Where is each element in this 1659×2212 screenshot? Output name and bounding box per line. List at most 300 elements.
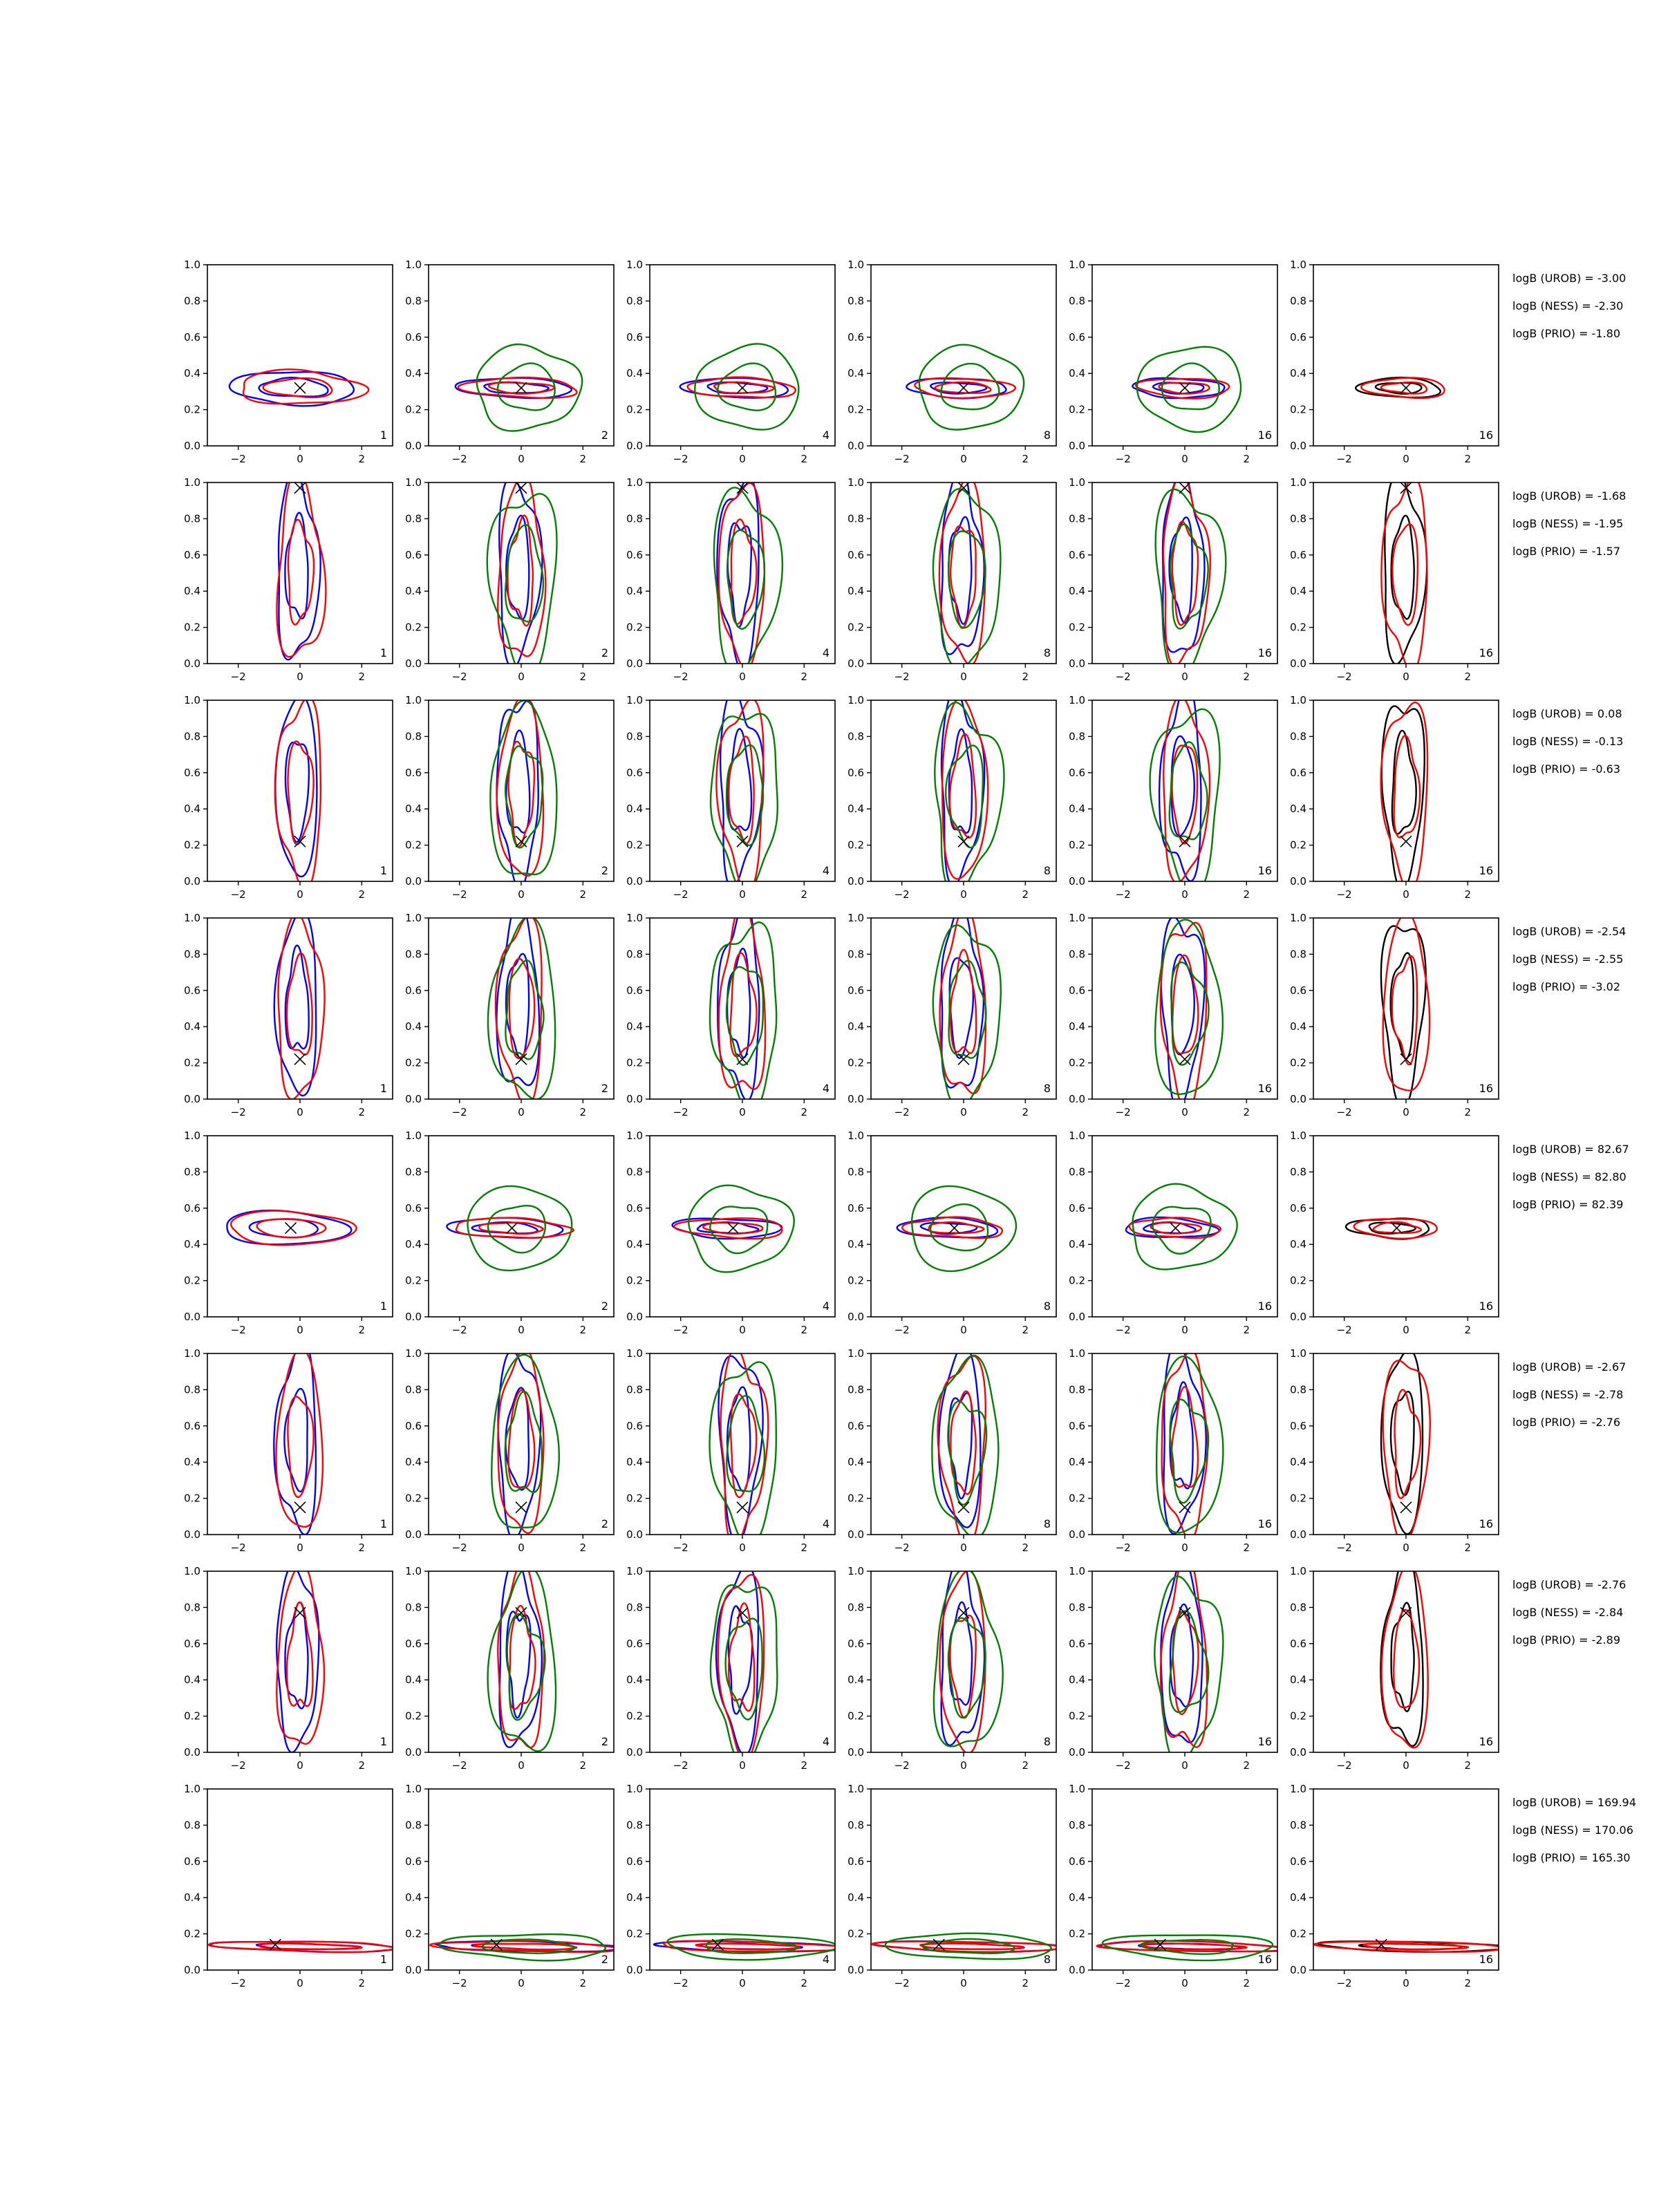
truth-marker xyxy=(958,1607,969,1618)
y-tick-label: 0.6 xyxy=(847,330,864,344)
panel-r7-c2 xyxy=(405,1559,614,1772)
x-tick-label: −2 xyxy=(894,1977,910,1989)
y-tick-label: 0.2 xyxy=(1290,403,1306,416)
x-tick-label: 2 xyxy=(1022,453,1029,465)
y-tick-label: 0.2 xyxy=(1290,1056,1306,1069)
x-tick-label: 2 xyxy=(1243,1977,1250,1989)
panel-r8-c4 xyxy=(847,1783,1064,1989)
y-tick-label: 1.0 xyxy=(847,1347,864,1360)
y-tick-label: 0.0 xyxy=(405,1746,422,1759)
y-tick-label: 0.0 xyxy=(847,1311,864,1323)
y-tick-label: 0.2 xyxy=(626,403,643,416)
x-tick-label: −2 xyxy=(230,888,246,901)
panel-r7-c5 xyxy=(1069,1555,1277,1772)
contour-green-level-1 xyxy=(695,344,798,429)
y-tick-label: 0.2 xyxy=(626,1927,643,1940)
x-tick-label: −2 xyxy=(230,1977,246,1989)
axes-frame xyxy=(1092,918,1277,1099)
contour-green-level-1 xyxy=(1154,1576,1223,1763)
panel-r8-c1 xyxy=(184,1783,397,1989)
y-tick-label: 1.0 xyxy=(626,259,643,271)
axes-frame xyxy=(1313,700,1499,881)
y-tick-label: 0.8 xyxy=(847,948,864,961)
axes-frame xyxy=(1313,1136,1499,1317)
y-tick-label: 0.8 xyxy=(184,730,200,743)
y-tick-label: 0.2 xyxy=(847,838,864,852)
contour-red-level-2 xyxy=(509,959,534,1058)
x-tick-label: −2 xyxy=(673,1106,688,1118)
logb-annotations-row-5 xyxy=(1512,1143,1629,1211)
y-tick-label: 1.0 xyxy=(405,1347,422,1360)
x-tick-label: 0 xyxy=(1403,1541,1409,1554)
x-tick-label: −2 xyxy=(673,888,688,901)
contour-red-level-2 xyxy=(731,519,757,624)
truth-marker xyxy=(516,1053,527,1065)
y-tick-label: 0.6 xyxy=(626,1855,643,1868)
panel-label: 1 xyxy=(379,864,387,877)
x-tick-label: 0 xyxy=(1181,1977,1188,1989)
y-tick-label: 0.8 xyxy=(847,294,864,308)
contour-green-level-2 xyxy=(941,364,999,409)
x-tick-label: −2 xyxy=(673,671,688,683)
y-tick-label: 0.8 xyxy=(1290,512,1306,525)
contour-blue-level-1 xyxy=(275,695,317,877)
panel-label: 4 xyxy=(822,864,830,877)
panel-label: 16 xyxy=(1257,864,1272,877)
contour-group xyxy=(276,1564,324,1752)
x-tick-label: 2 xyxy=(1243,453,1250,465)
x-tick-label: 2 xyxy=(1464,888,1472,901)
y-tick-label: 0.2 xyxy=(1069,1927,1085,1940)
contour-group xyxy=(680,344,799,429)
y-tick-label: 1.0 xyxy=(184,1130,200,1142)
y-tick-label: 1.0 xyxy=(1069,259,1085,271)
axes-frame xyxy=(1313,1571,1499,1752)
panel-r2-c5 xyxy=(1069,471,1277,683)
y-tick-label: 0.4 xyxy=(184,1674,200,1687)
x-tick-label: 0 xyxy=(518,671,525,683)
x-tick-label: 2 xyxy=(1464,1106,1472,1118)
axes-frame xyxy=(207,700,393,881)
contour-group xyxy=(1156,1342,1223,1539)
contour-red-level-2 xyxy=(288,1396,313,1497)
y-tick-label: 0.8 xyxy=(1069,730,1085,743)
x-tick-label: 0 xyxy=(1181,1324,1188,1336)
y-tick-label: 0.6 xyxy=(847,1637,864,1650)
panel-r1-c2 xyxy=(405,259,614,465)
y-tick-label: 0.0 xyxy=(184,1311,200,1323)
y-tick-label: 0.2 xyxy=(847,1056,864,1069)
panel-label: 16 xyxy=(1257,1300,1272,1313)
y-tick-label: 0.2 xyxy=(1290,1927,1306,1940)
axes-frame xyxy=(871,918,1056,1099)
y-tick-label: 0.0 xyxy=(847,1964,864,1976)
y-tick-label: 0.2 xyxy=(1069,1274,1085,1287)
y-tick-label: 0.4 xyxy=(184,803,200,816)
y-tick-label: 0.0 xyxy=(847,1093,864,1105)
contour-group xyxy=(488,901,555,1107)
truth-marker xyxy=(958,1502,969,1513)
contour-red-level-1 xyxy=(1161,1555,1207,1747)
x-tick-label: −2 xyxy=(451,1977,467,1989)
y-tick-label: 0.0 xyxy=(847,440,864,452)
panel-label: 1 xyxy=(379,1082,387,1095)
contour-red-level-2 xyxy=(288,741,314,844)
contour-group xyxy=(710,903,776,1112)
panel-r5-c3 xyxy=(626,1130,835,1336)
contour-black-level-1 xyxy=(1356,377,1441,397)
y-tick-label: 0.0 xyxy=(184,657,200,670)
contour-black-level-1 xyxy=(1382,706,1425,890)
logb-annotations-row-1 xyxy=(1512,272,1626,340)
x-tick-label: −2 xyxy=(1115,1541,1131,1554)
contour-group xyxy=(1314,1941,1509,1951)
contour-group xyxy=(275,695,321,890)
x-tick-label: 2 xyxy=(1243,1541,1250,1554)
y-tick-label: 0.2 xyxy=(1290,838,1306,852)
x-tick-label: 2 xyxy=(1022,1977,1029,1989)
logb-value: logB (NESS) = 82.80 xyxy=(1512,1170,1627,1183)
y-tick-label: 0.2 xyxy=(1069,1709,1085,1723)
x-tick-label: −2 xyxy=(451,453,467,465)
truth-marker xyxy=(294,1502,306,1513)
axes-frame xyxy=(650,1571,835,1752)
panel-label: 1 xyxy=(379,1300,387,1313)
axes-frame xyxy=(1092,1136,1277,1317)
panel-r8-c2 xyxy=(405,1783,625,1989)
y-tick-label: 0.8 xyxy=(184,1383,200,1396)
y-tick-label: 0.2 xyxy=(847,1927,864,1940)
contour-green-level-1 xyxy=(668,1934,838,1960)
x-tick-label: 2 xyxy=(1243,1759,1250,1772)
y-tick-label: 0.2 xyxy=(184,621,200,634)
axes-frame xyxy=(650,700,835,881)
y-tick-label: 0.4 xyxy=(847,1891,864,1904)
contour-green-level-1 xyxy=(1133,1184,1237,1270)
x-tick-label: 0 xyxy=(960,453,967,465)
axes-frame xyxy=(429,700,614,881)
y-tick-label: 0.4 xyxy=(626,585,643,598)
y-tick-label: 0.2 xyxy=(405,621,422,634)
y-tick-label: 0.4 xyxy=(847,1238,864,1251)
y-tick-label: 0.6 xyxy=(847,1855,864,1868)
y-tick-label: 0.0 xyxy=(405,1093,422,1105)
y-tick-label: 0.0 xyxy=(1069,1528,1085,1541)
axes-frame xyxy=(429,1571,614,1752)
x-tick-label: −2 xyxy=(451,888,467,901)
panel-r3-c1 xyxy=(184,694,393,901)
x-tick-label: 0 xyxy=(1181,1759,1188,1772)
y-tick-label: 0.6 xyxy=(1069,766,1085,779)
truth-marker xyxy=(1170,1223,1181,1234)
x-tick-label: 2 xyxy=(800,1977,808,1989)
x-tick-label: 2 xyxy=(579,1977,587,1989)
y-tick-label: 0.8 xyxy=(184,1819,200,1832)
contour-group xyxy=(491,1348,559,1539)
contour-black-level-2 xyxy=(1391,953,1414,1059)
panel-label: 2 xyxy=(601,1300,608,1313)
y-tick-label: 0.2 xyxy=(405,1492,422,1505)
y-tick-label: 0.6 xyxy=(405,1637,422,1650)
y-tick-label: 0.0 xyxy=(405,657,422,670)
contour-red-level-1 xyxy=(430,1941,617,1952)
panel-label: 1 xyxy=(379,1735,387,1748)
y-tick-label: 0.6 xyxy=(1290,330,1306,344)
y-tick-label: 0.0 xyxy=(405,440,422,452)
logb-annotations-row-2 xyxy=(1512,489,1626,558)
axes-frame xyxy=(1092,700,1277,881)
contour-red-level-2 xyxy=(509,1606,536,1709)
x-tick-label: 0 xyxy=(297,888,303,901)
contour-group xyxy=(906,345,1024,430)
x-tick-label: 0 xyxy=(297,453,303,465)
panel-r1-c1 xyxy=(184,259,393,465)
panel-label: 4 xyxy=(822,646,830,659)
y-tick-label: 0.0 xyxy=(1069,657,1085,670)
x-tick-label: 0 xyxy=(1403,1977,1409,1989)
x-tick-label: 2 xyxy=(358,1324,366,1336)
panel-r8-c3 xyxy=(626,1783,852,1989)
panel-r4-c2 xyxy=(405,901,614,1118)
axes-frame xyxy=(871,482,1056,664)
panel-r1-c3 xyxy=(626,259,835,465)
y-tick-label: 0.4 xyxy=(1069,1020,1085,1033)
y-tick-label: 0.6 xyxy=(626,1419,643,1432)
contour-red-level-1 xyxy=(497,695,543,877)
y-tick-label: 1.0 xyxy=(1069,1130,1085,1142)
x-tick-label: 0 xyxy=(1181,888,1188,901)
x-tick-label: −2 xyxy=(230,1324,246,1336)
logb-value: logB (NESS) = -2.84 xyxy=(1512,1606,1624,1619)
x-tick-label: 2 xyxy=(579,888,587,901)
y-tick-label: 0.8 xyxy=(847,1601,864,1614)
x-tick-label: 2 xyxy=(1464,1324,1472,1336)
x-tick-label: −2 xyxy=(894,1759,910,1772)
y-tick-label: 0.4 xyxy=(1290,1674,1306,1687)
y-tick-label: 0.0 xyxy=(626,657,643,670)
panel-r7-c6 xyxy=(1290,1554,1499,1772)
y-tick-label: 0.6 xyxy=(184,1201,200,1215)
x-tick-label: −2 xyxy=(894,671,910,683)
y-tick-label: 0.2 xyxy=(184,1927,200,1940)
y-tick-label: 0.4 xyxy=(184,1456,200,1469)
y-tick-label: 0.0 xyxy=(184,1093,200,1105)
y-tick-label: 1.0 xyxy=(1290,1347,1306,1360)
x-tick-label: 2 xyxy=(1243,671,1250,683)
y-tick-label: 0.8 xyxy=(405,1819,422,1832)
y-tick-label: 1.0 xyxy=(626,1347,643,1360)
y-tick-label: 1.0 xyxy=(405,1130,422,1142)
logb-value: logB (UROB) = -3.00 xyxy=(1512,272,1627,285)
contour-red-level-1 xyxy=(716,699,763,892)
y-tick-label: 0.6 xyxy=(184,1637,200,1650)
y-tick-label: 0.6 xyxy=(184,984,200,997)
panel-label: 1 xyxy=(379,1517,387,1530)
y-tick-label: 0.6 xyxy=(847,1419,864,1432)
panel-label: 16 xyxy=(1479,1300,1493,1313)
panel-r3-c2 xyxy=(405,694,614,901)
y-tick-label: 0.2 xyxy=(1069,1056,1085,1069)
y-tick-label: 0.4 xyxy=(626,1020,643,1033)
axes-frame xyxy=(871,700,1056,881)
truth-marker xyxy=(958,836,969,847)
y-tick-label: 0.6 xyxy=(847,548,864,561)
y-tick-label: 0.4 xyxy=(405,585,422,598)
y-tick-label: 0.6 xyxy=(1290,1855,1306,1868)
y-tick-label: 0.8 xyxy=(847,1165,864,1179)
contour-group xyxy=(933,906,1001,1108)
y-tick-label: 0.2 xyxy=(626,1056,643,1069)
y-tick-label: 0.0 xyxy=(184,440,200,452)
axes-frame xyxy=(429,482,614,664)
panel-label: 2 xyxy=(601,1082,608,1095)
y-tick-label: 0.4 xyxy=(1069,585,1085,598)
logb-value: logB (PRIO) = -0.63 xyxy=(1512,762,1620,776)
y-tick-label: 0.2 xyxy=(626,1709,643,1723)
x-tick-label: 2 xyxy=(358,1759,366,1772)
x-tick-label: 2 xyxy=(1464,453,1472,465)
x-tick-label: 2 xyxy=(1022,1759,1029,1772)
axes-frame xyxy=(871,265,1056,446)
logb-value: logB (NESS) = -2.78 xyxy=(1512,1388,1624,1401)
x-tick-label: −2 xyxy=(1115,888,1131,901)
y-tick-label: 0.6 xyxy=(626,1201,643,1215)
y-tick-label: 0.6 xyxy=(405,1855,422,1868)
y-tick-label: 0.8 xyxy=(626,730,643,743)
y-tick-label: 0.2 xyxy=(1290,1274,1306,1287)
contour-red-level-2 xyxy=(288,520,314,625)
y-tick-label: 0.8 xyxy=(626,512,643,525)
x-tick-label: 0 xyxy=(739,1324,746,1336)
x-tick-label: −2 xyxy=(673,1977,688,1989)
y-tick-label: 0.6 xyxy=(405,548,422,561)
axes-frame xyxy=(650,1136,835,1317)
contour-group xyxy=(935,690,1004,894)
y-tick-label: 0.2 xyxy=(626,621,643,634)
x-tick-label: −2 xyxy=(1336,1977,1352,1989)
y-tick-label: 0.6 xyxy=(405,1419,422,1432)
x-tick-label: 2 xyxy=(358,1106,366,1118)
y-tick-label: 0.0 xyxy=(847,657,864,670)
y-tick-label: 0.0 xyxy=(1290,1311,1306,1323)
y-tick-label: 0.4 xyxy=(847,585,864,598)
axes-frame xyxy=(871,1571,1056,1752)
y-tick-label: 0.0 xyxy=(184,1528,200,1541)
panel-r5-c1 xyxy=(184,1130,393,1336)
y-tick-label: 0.8 xyxy=(1069,1165,1085,1179)
y-tick-label: 1.0 xyxy=(847,1565,864,1577)
x-tick-label: 0 xyxy=(739,671,746,683)
x-tick-label: −2 xyxy=(230,671,246,683)
y-tick-label: 0.2 xyxy=(405,1274,422,1287)
y-tick-label: 1.0 xyxy=(184,1783,200,1795)
y-tick-label: 0.0 xyxy=(626,1311,643,1323)
panel-label: 4 xyxy=(822,1300,830,1313)
contour-red-level-1 xyxy=(1162,1350,1208,1539)
y-tick-label: 1.0 xyxy=(184,1565,200,1577)
logb-annotations-row-8 xyxy=(1512,1796,1636,1864)
x-tick-label: 2 xyxy=(1464,1541,1472,1554)
y-tick-label: 0.4 xyxy=(405,367,422,380)
panel-label: 4 xyxy=(822,1082,830,1095)
panel-r3-c3 xyxy=(626,690,835,901)
y-tick-label: 0.0 xyxy=(1069,1093,1085,1105)
y-tick-label: 0.8 xyxy=(847,1383,864,1396)
contour-group xyxy=(487,474,557,678)
panel-label: 8 xyxy=(1043,646,1051,659)
x-tick-label: 0 xyxy=(960,671,967,683)
panel-label: 2 xyxy=(601,429,608,442)
contour-blue-level-2 xyxy=(1172,736,1194,836)
y-tick-label: 0.2 xyxy=(1290,1492,1306,1505)
panel-r6-c5 xyxy=(1069,1342,1277,1554)
x-tick-label: 0 xyxy=(739,1541,746,1554)
contour-red-level-1 xyxy=(1161,923,1207,1112)
y-tick-label: 0.8 xyxy=(626,1819,643,1832)
contour-blue-level-1 xyxy=(274,911,316,1096)
contour-green-level-1 xyxy=(490,700,556,874)
x-tick-label: −2 xyxy=(1115,1324,1131,1336)
x-tick-label: 2 xyxy=(579,453,587,465)
y-tick-label: 0.4 xyxy=(1069,367,1085,380)
y-tick-label: 0.4 xyxy=(847,803,864,816)
x-tick-label: 0 xyxy=(739,1759,746,1772)
y-tick-label: 0.8 xyxy=(1290,1383,1306,1396)
logb-value: logB (PRIO) = 165.30 xyxy=(1512,1851,1631,1864)
x-tick-label: −2 xyxy=(230,1106,246,1118)
panel-label: 1 xyxy=(379,429,387,442)
contour-group xyxy=(932,1344,998,1546)
panel-label: 16 xyxy=(1479,1953,1493,1966)
y-tick-label: 0.6 xyxy=(1069,1637,1085,1650)
logb-annotations-row-4 xyxy=(1512,925,1626,993)
x-tick-label: −2 xyxy=(230,1541,246,1554)
y-tick-label: 0.8 xyxy=(1069,1383,1085,1396)
panel-label: 2 xyxy=(601,864,608,877)
x-tick-label: −2 xyxy=(894,1541,910,1554)
contour-green-level-2 xyxy=(1162,364,1219,409)
panel-label: 16 xyxy=(1257,646,1272,659)
contour-red-level-1 xyxy=(1382,478,1427,671)
x-tick-label: 2 xyxy=(579,1759,587,1772)
y-tick-label: 0.4 xyxy=(626,1674,643,1687)
y-tick-label: 0.8 xyxy=(1290,730,1306,743)
x-tick-label: 2 xyxy=(358,1977,366,1989)
logb-value: logB (UROB) = -1.68 xyxy=(1512,489,1627,503)
y-tick-label: 1.0 xyxy=(1290,476,1306,489)
panel-r2-c6 xyxy=(1290,474,1499,683)
axes-frame xyxy=(1092,265,1277,446)
y-tick-label: 0.6 xyxy=(1069,330,1085,344)
logb-annotations-row-6 xyxy=(1512,1360,1626,1429)
y-tick-label: 1.0 xyxy=(184,259,200,271)
panel-label: 8 xyxy=(1043,864,1051,877)
axes-frame xyxy=(207,482,393,664)
y-tick-label: 0.8 xyxy=(626,1165,643,1179)
y-tick-label: 0.4 xyxy=(184,367,200,380)
panel-label: 4 xyxy=(822,429,830,442)
contour-group xyxy=(490,695,556,889)
contour-group xyxy=(1126,1184,1237,1270)
y-tick-label: 1.0 xyxy=(184,912,200,924)
y-tick-label: 0.8 xyxy=(626,1383,643,1396)
truth-marker xyxy=(516,382,527,393)
x-tick-label: 0 xyxy=(739,1106,746,1118)
y-tick-label: 0.8 xyxy=(405,730,422,743)
x-tick-label: 0 xyxy=(297,1541,303,1554)
truth-marker xyxy=(294,1053,306,1065)
truth-marker xyxy=(737,1607,748,1618)
